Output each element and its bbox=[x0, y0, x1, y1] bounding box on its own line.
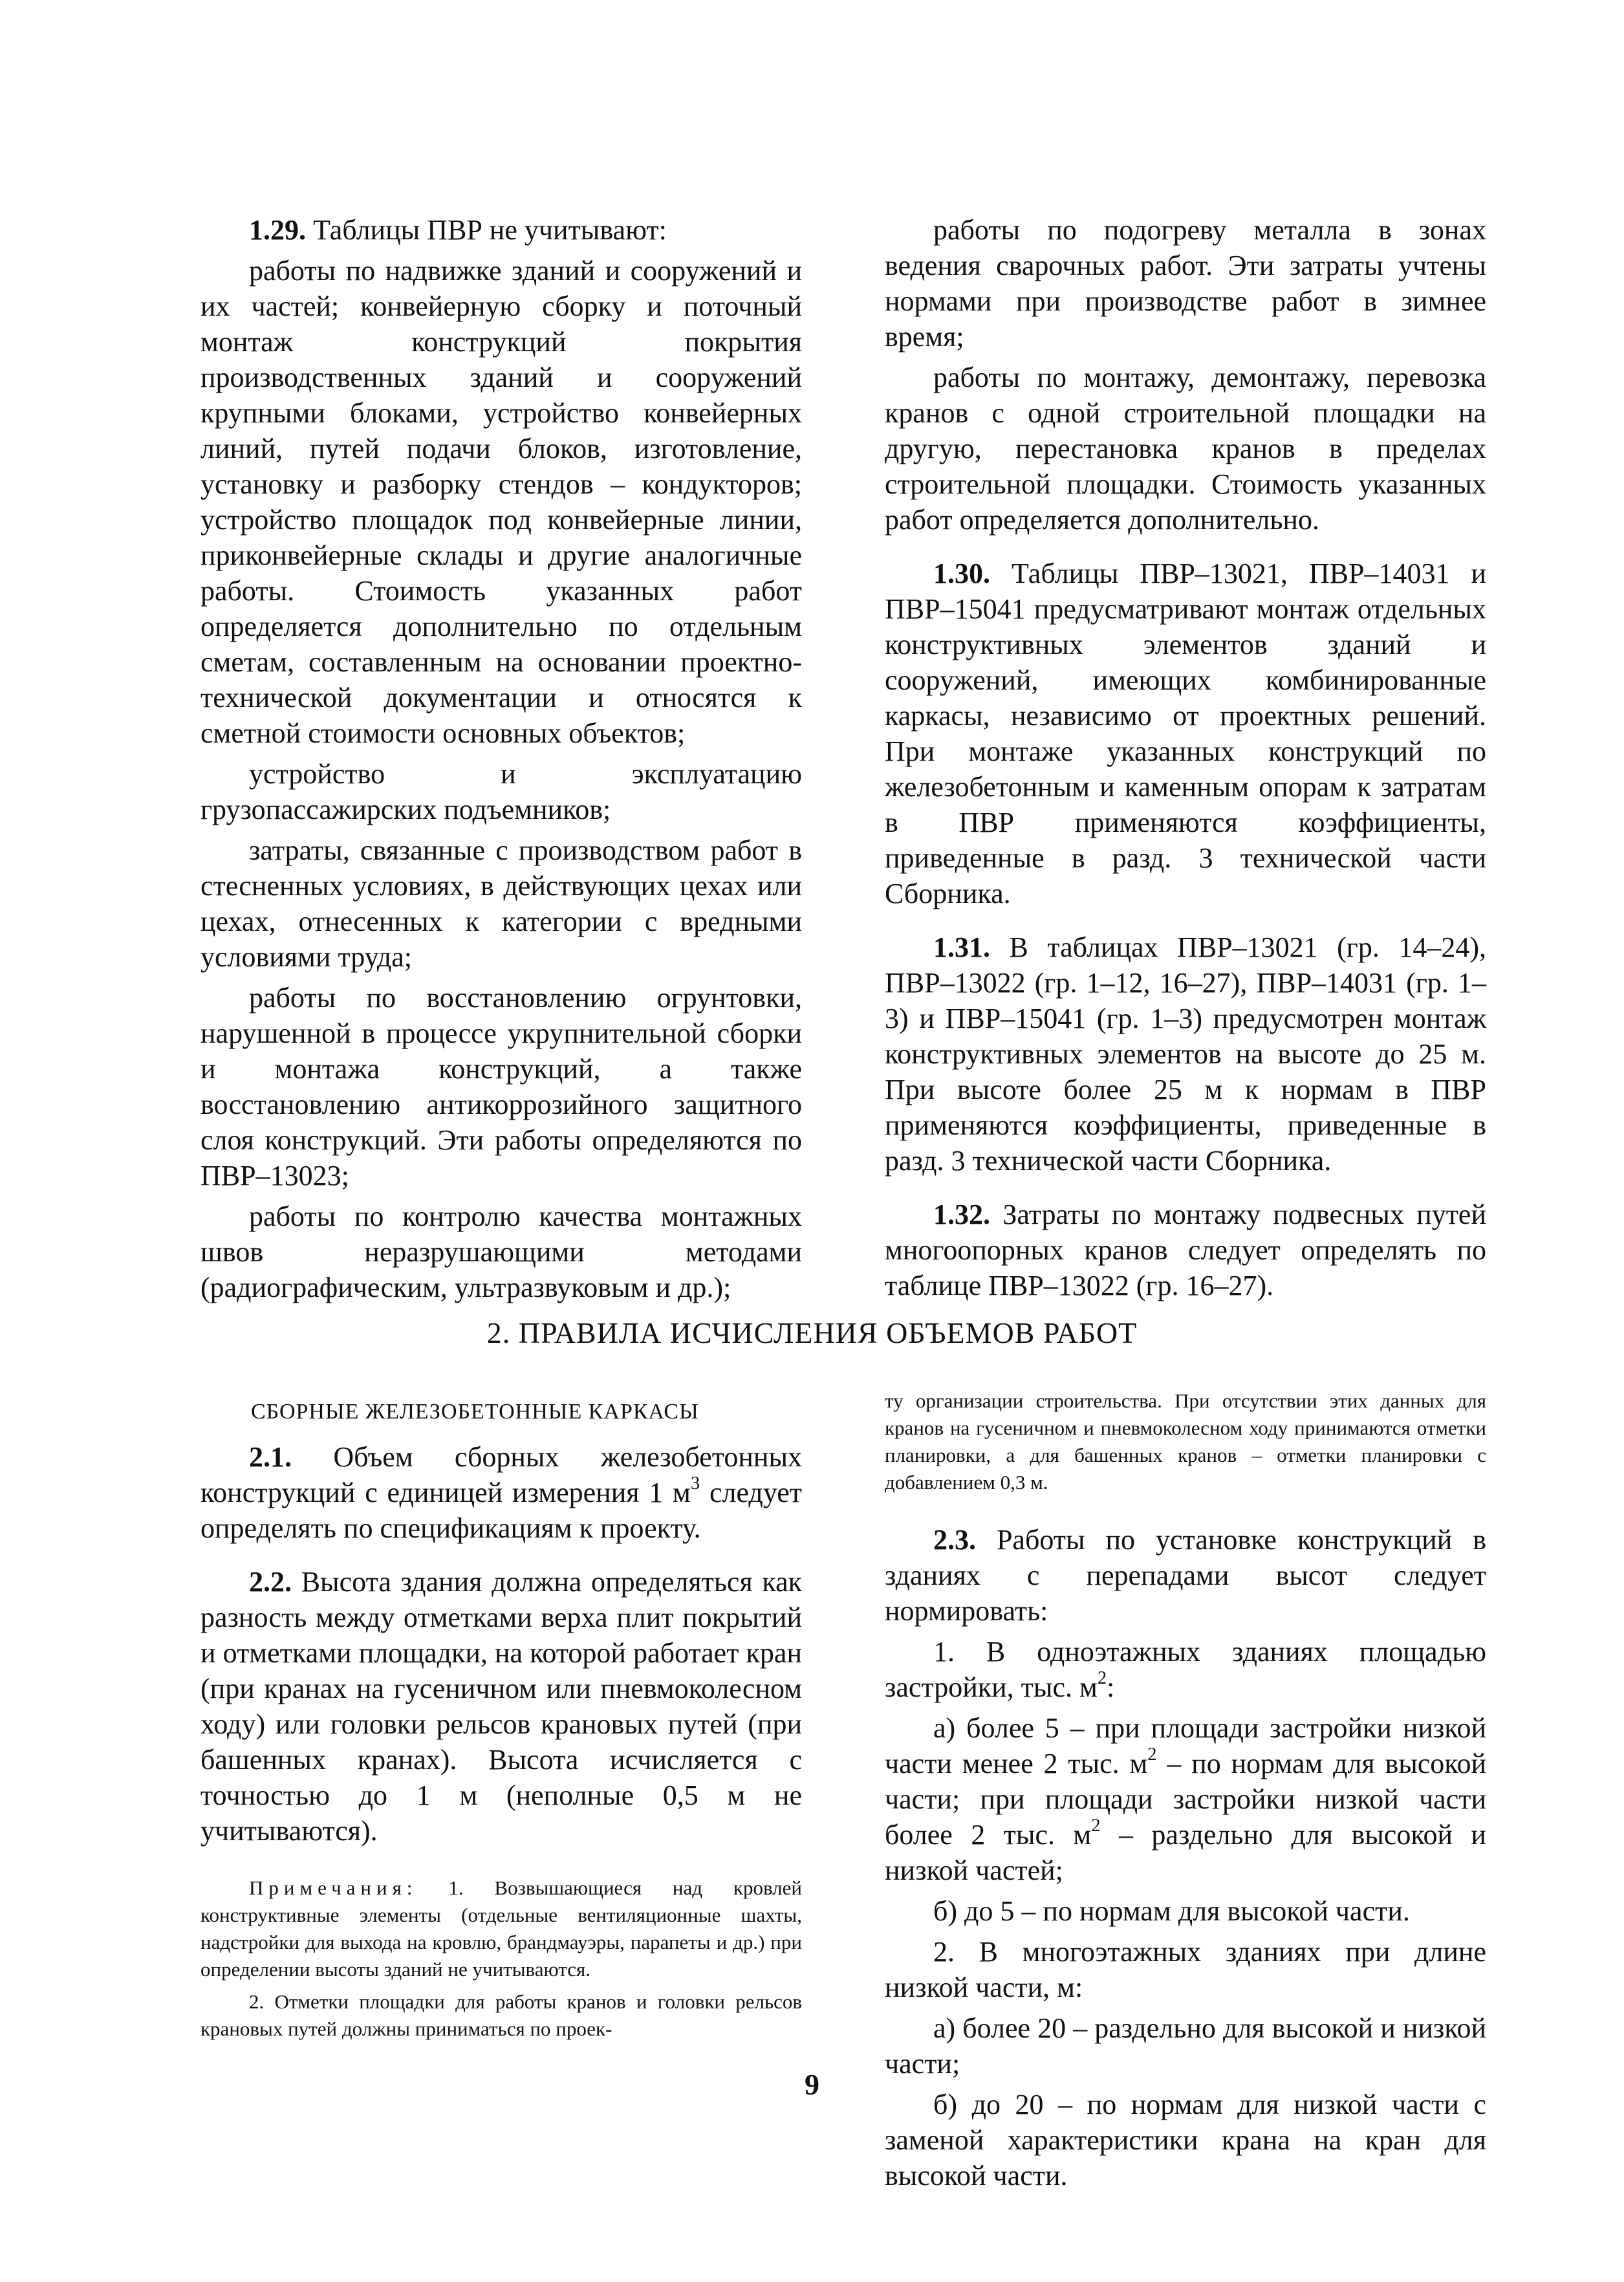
left-column-bottom bbox=[200, 1439, 802, 2043]
clause-text: В таблицах ПВР–13021 (гр. 14–24), ПВР–13022 (гр. 1–12, 16–27), ПВР–14031 (гр. 1–3) и ПВР–15041 (гр. 1–3) предусмотрен монтаж конструктивных элементов на высоте до 25 м. При высоте более 25 м к нормам в ПВР применяются коэффициенты, приведенные в разд. 3 технической части Сборника. bbox=[885, 931, 1486, 1177]
clause-text: Затраты по монтажу подвесных путей многоопорных кранов следует определять по таблице ПВР–13022 (гр. 16–27). bbox=[885, 1199, 1487, 1301]
paragraph: работы по контролю качества монтажных швов неразрушающими методами (радиографическим, ультразвуковым и др.); bbox=[200, 1201, 802, 1303]
page-number: 9 bbox=[805, 2068, 819, 2101]
clause-number: 1.30. bbox=[933, 558, 990, 589]
clause-text: Объем сборных железобетонных конструкций с единицей измерения 1 м bbox=[200, 1441, 803, 1508]
note-text: ту организации строительства. При отсутствии этих данных для кранов на гусеничном и пневмоколесном ходу принимаются отметки планировки, а для башенных кранов – отметки планировки с добавлением 0,3 м. bbox=[885, 1389, 1486, 1494]
list-item bbox=[885, 1710, 1486, 1888]
paragraph-2-1 bbox=[200, 1439, 802, 1546]
note-2: 2. Отметки площадки для работы кранов и головки рельсов крановых путей должны приниматься по проек- bbox=[200, 1990, 802, 2040]
superscript: 2 bbox=[1091, 1815, 1101, 1836]
clause-number: 1.32. bbox=[933, 1199, 990, 1230]
clause-text: Таблицы ПВР–13021, ПВР–14031 и ПВР–15041 предусматривают монтаж отдельных конструктивных элементов зданий и сооружений, имеющих комбинированные каркасы, независимо от проектных решений. При монтаже указанных конструкций по железобетонным и каменным опорам к затратам в ПВР применяются коэффициенты, приведенные в разд. 3 технической части Сборника. bbox=[885, 558, 1486, 909]
list-text: – раздельно для высокой и низкой частей; bbox=[885, 1819, 1486, 1886]
list-item: б) до 5 – по нормам для высокой части. bbox=[933, 1895, 1410, 1927]
list-item: 2. В многоэтажных зданиях при длине низкой части, м: bbox=[885, 1936, 1486, 2003]
left-column-top bbox=[200, 212, 802, 1305]
paragraph-1-30 bbox=[885, 556, 1486, 911]
section-title: 2. ПРАВИЛА ИСЧИСЛЕНИЯ ОБЪЕМОВ РАБОТ bbox=[486, 1316, 1138, 1349]
list-text: а) более 5 – при площади застройки низкой части менее 2 тыс. м bbox=[885, 1712, 1486, 1779]
paragraph-1-31 bbox=[885, 929, 1486, 1179]
clause-number: 1.29. bbox=[249, 214, 306, 246]
paragraph: работы по восстановлению огрунтовки, нарушенной в процессе укрупнительной сборки и монтажа конструкций, а также восстановлению антикоррозийного защитного слоя конструкций. Эти работы определяются по ПВР–13023; bbox=[200, 982, 802, 1191]
list-text: – по нормам для высокой части; при площади застройки низкой части более 2 тыс. м bbox=[885, 1748, 1486, 1851]
paragraph-1-32 bbox=[885, 1197, 1486, 1303]
clause-text: Высота здания должна определяться как разность между отметками верха плит покрытий и отметками площадки, на которой работает кран (при кранах на гусеничном или пневмоколесном ходу) или головки рельсов крановых путей (при башенных кранах). Высота исчисляется с точностью до 1 м (неполные 0,5 м не учитываются). bbox=[200, 1566, 803, 1847]
clause-text: Работы по установке конструкций в зданиях с перепадами высот следует нормировать: bbox=[885, 1524, 1486, 1627]
clause-number: 2.1. bbox=[249, 1441, 292, 1473]
notes-block bbox=[200, 1874, 802, 2043]
paragraph: затраты, связанные с производством работ в стесненных условиях, в действующих цехах или цехах, отнесенных к категории с вредными условиями труда; bbox=[200, 834, 802, 973]
note-continuation bbox=[885, 1387, 1486, 1496]
clause-number: 1.31. bbox=[933, 931, 990, 963]
superscript: 3 bbox=[690, 1473, 700, 1494]
list-text: 1. В одноэтажных зданиях площадью застройки, тыс. м bbox=[885, 1636, 1486, 1703]
subsection-title: СБОРНЫЕ ЖЕЛЕЗОБЕТОННЫЕ КАРКАСЫ bbox=[251, 1400, 699, 1424]
clause-number: 2.3. bbox=[933, 1524, 976, 1556]
note-1 bbox=[200, 1874, 802, 1983]
clause-text: следует определять по спецификациям к проекту. bbox=[200, 1477, 802, 1544]
superscript: 2 bbox=[1147, 1744, 1157, 1765]
list-item bbox=[885, 1634, 1486, 1705]
paragraph: работы по монтажу, демонтажу, перевозка кранов с одной строительной площадки на другую, перестановка кранов в пределах строительной площадки. Стоимость указанных работ определяется дополнительно. bbox=[885, 362, 1486, 536]
list-text: : bbox=[1107, 1671, 1115, 1703]
clause-number: 2.2. bbox=[249, 1566, 292, 1598]
paragraph: устройство и эксплуатацию грузопассажирских подъемников; bbox=[200, 758, 802, 825]
list-item: б) до 20 – по нормам для низкой части с заменой характеристики крана на кран для высокой части. bbox=[885, 2089, 1486, 2191]
paragraph: работы по подогреву металла в зонах ведения сварочных работ. Эти затраты учтены нормами при производстве работ в зимнее время; bbox=[885, 214, 1486, 353]
clause-text: Таблицы ПВР не учитывают: bbox=[313, 214, 667, 246]
list-item: а) более 20 – раздельно для высокой и низкой части; bbox=[885, 2012, 1486, 2080]
notes-label: Примечания: bbox=[249, 1876, 418, 1899]
paragraph: работы по надвижке зданий и сооружений и их частей; конвейерную сборку и поточный монтаж конструкций покрытия производственных зданий и сооружений крупными блоками, устройство конвейерных линий, путей подачи блоков, изготовление, установку и разборку стендов – кондукторов; устройство площадок под конвейерные линии, приконвейерные склады и другие аналогичные работы. Стоимость указанных работ определяется дополнительно по отдельным сметам, составленным на основании проектно-технической документации и относятся к сметной стоимости основных объектов; bbox=[200, 255, 802, 749]
paragraph-2-3 bbox=[885, 1522, 1486, 1629]
note-text: 1. Возвышающиеся над кровлей конструктивные элементы (отдельные вентиляционные шахты, надстройки для выхода на кровлю, брандмауэры, парапеты и др.) при определении высоты зданий не учитываются. bbox=[200, 1876, 803, 1981]
right-column-top bbox=[885, 212, 1486, 1303]
paragraph-2-2 bbox=[200, 1564, 802, 1849]
paragraph-1-29 bbox=[200, 212, 802, 248]
superscript: 2 bbox=[1097, 1668, 1107, 1688]
